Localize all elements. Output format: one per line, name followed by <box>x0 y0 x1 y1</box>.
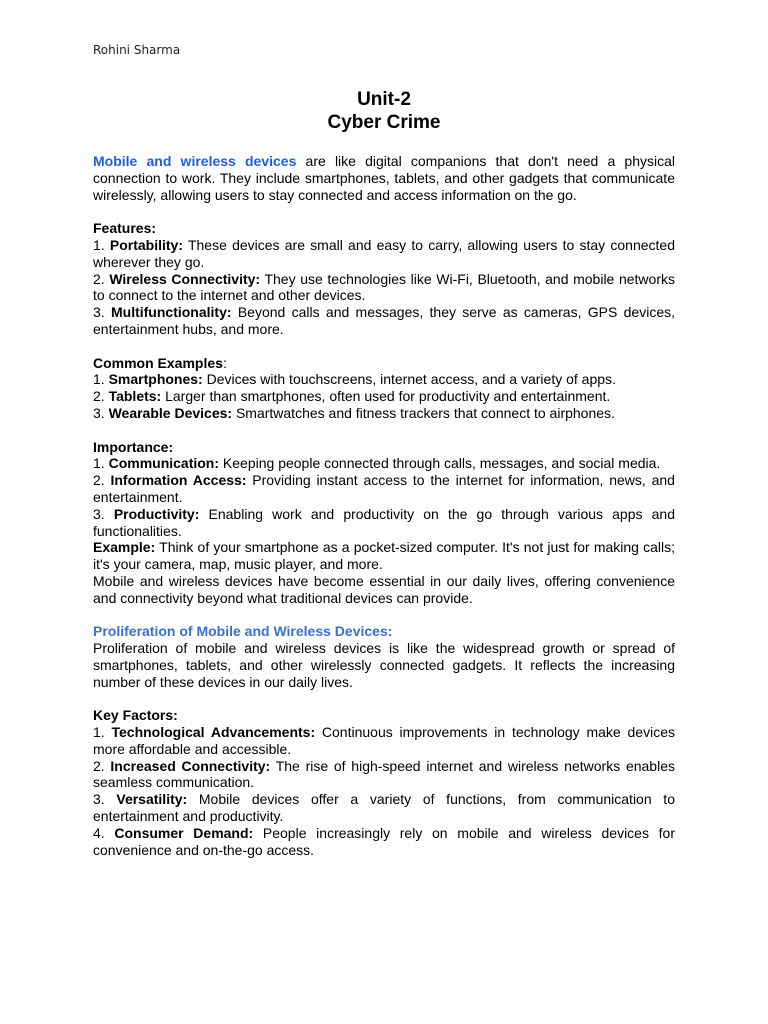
importance-number: 3. <box>93 505 114 522</box>
example-term: Smartphones: <box>108 371 203 388</box>
factor-desc: People increasingly rely on mobile and wireless devices for convenience and on-the-go access. <box>93 824 675 858</box>
key-factor-item <box>93 825 675 859</box>
intro-highlight: Mobile and wireless devices <box>93 153 297 169</box>
subject-title: Cyber Crime <box>327 112 441 133</box>
examples-heading-text: Common Examples <box>93 354 223 371</box>
example-number: 2. <box>93 388 109 405</box>
importance-term: Productivity: <box>113 505 200 522</box>
features-heading <box>93 220 675 237</box>
example-number: 1. <box>93 371 109 388</box>
factor-desc: Mobile devices offer a variety of functions, from communication to entertainment and productivity. <box>93 791 675 825</box>
key-factors-heading <box>93 707 675 724</box>
importance-item <box>93 472 675 506</box>
example-item <box>93 371 675 388</box>
proliferation-heading <box>93 623 675 640</box>
document-body <box>93 153 675 858</box>
feature-term: Wireless Connectivity: <box>109 270 261 287</box>
feature-item <box>93 237 675 271</box>
importance-example <box>93 539 675 573</box>
key-factor-item <box>93 758 675 792</box>
factor-desc: Continuous improvements in technology make devices more affordable and accessible. <box>93 724 675 757</box>
features-heading-text: Features: <box>93 220 157 237</box>
key-factor-item <box>93 791 675 825</box>
feature-term: Portability: <box>109 236 184 253</box>
factor-term: Versatility: <box>116 791 188 808</box>
intro-paragraph <box>93 153 675 203</box>
importance-desc: Enabling work and productivity on the go through various apps and functionalities. <box>93 505 675 539</box>
unit-title: Unit-2 <box>357 89 411 110</box>
feature-number: 1. <box>93 236 110 253</box>
importance-term: Communication: <box>108 455 220 472</box>
importance-desc: Keeping people connected through calls, messages, and social media. <box>219 455 661 472</box>
feature-desc: These devices are small and easy to carry, allowing users to stay connected wherever they go. <box>93 236 675 270</box>
page-header-author: Rohini Sharma <box>93 43 181 57</box>
feature-number: 2. <box>93 270 110 287</box>
importance-desc: Providing instant access to the internet for information, news, and entertainment. <box>93 472 675 505</box>
importance-number: 1. <box>93 455 109 472</box>
factor-desc: The rise of high-speed internet and wireless networks enables seamless communication. <box>93 757 675 791</box>
example-label: Example: <box>93 539 156 556</box>
factor-number: 2. <box>93 757 111 774</box>
importance-heading <box>93 439 675 456</box>
key-factors-heading-text: Key Factors: <box>93 707 178 724</box>
example-term: Tablets: <box>108 388 162 405</box>
importance-term: Information Access: <box>110 472 247 489</box>
factor-term: Technological Advancements: <box>111 724 316 741</box>
feature-number: 3. <box>93 304 111 321</box>
factor-term: Increased Connectivity: <box>110 757 271 774</box>
key-factor-item <box>93 724 675 758</box>
importance-number: 2. <box>93 472 111 489</box>
example-text: Think of your smartphone as a pocket-sized computer. It's not just for making calls; it's your camera, map, music player, and more. <box>93 539 675 573</box>
importance-item <box>93 455 675 472</box>
factor-number: 3. <box>93 791 117 808</box>
importance-heading-text: Importance: <box>93 438 174 455</box>
intro-text: are like digital companions that don't need a physical connection to work. They include smartphones, tablets, and other gadgets that communicate wirelessly, allowing users to stay connected and access information on the go. <box>93 153 675 203</box>
examples-heading-suffix: : <box>222 354 227 371</box>
feature-desc: They use technologies like Wi-Fi, Bluetooth, and mobile networks to connect to the internet and other devices. <box>93 270 675 304</box>
proliferation-heading-text: Proliferation of Mobile and Wireless Devices: <box>93 623 393 640</box>
example-desc: Devices with touchscreens, internet access, and a variety of apps. <box>202 371 616 388</box>
feature-term: Multifunctionality: <box>110 304 232 321</box>
importance-item <box>93 506 675 540</box>
title-block <box>0 88 768 134</box>
importance-closing: Mobile and wireless devices have become essential in our daily lives, offering convenience and connectivity beyond what traditional devices can provide. <box>93 572 675 606</box>
factor-number: 4. <box>93 824 115 841</box>
examples-heading <box>93 355 675 372</box>
feature-item <box>93 271 675 305</box>
proliferation-paragraph: Proliferation of mobile and wireless devices is like the widespread growth or spread of smartphones, tablets, and other wirelessly connected gadgets. It reflects the increasing number of these devices in our daily lives. <box>93 640 675 690</box>
factor-number: 1. <box>93 724 112 741</box>
example-number: 3. <box>93 404 109 421</box>
factor-term: Consumer Demand: <box>114 824 254 841</box>
example-item <box>93 405 675 422</box>
feature-desc: Beyond calls and messages, they serve as cameras, GPS devices, entertainment hubs, and more. <box>93 304 675 337</box>
example-term: Wearable Devices: <box>108 404 233 421</box>
example-desc: Smartwatches and fitness trackers that connect to airphones. <box>232 404 615 421</box>
feature-item <box>93 304 675 338</box>
example-item <box>93 388 675 405</box>
example-desc: Larger than smartphones, often used for productivity and entertainment. <box>161 388 611 405</box>
